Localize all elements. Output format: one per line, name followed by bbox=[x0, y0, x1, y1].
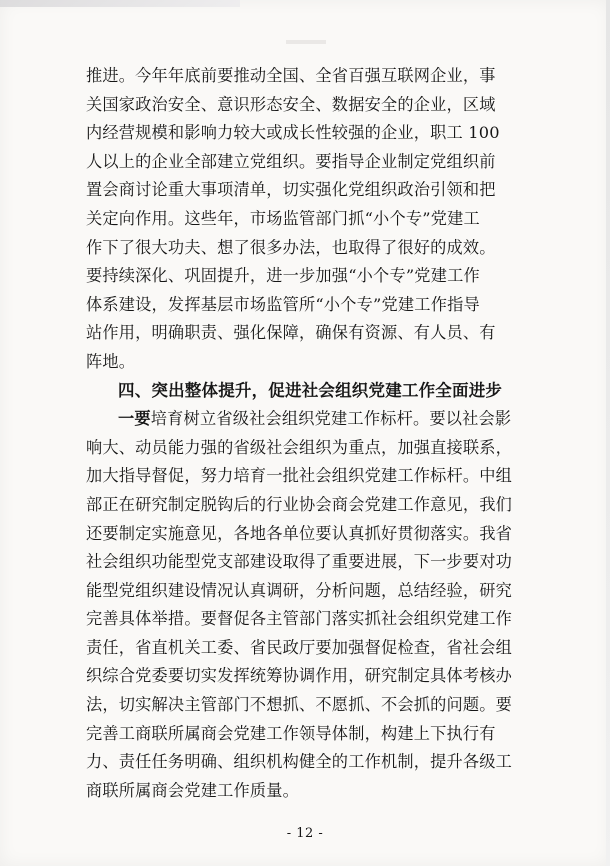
text-line: 作下了很大功夫、想了很多办法，也取得了很好的成效。 bbox=[86, 237, 496, 257]
paragraph-first-text: 培育树立省级社会组织党建工作标杆。要以社会影 bbox=[150, 409, 512, 429]
section-heading: 四、突出整体提升，促进社会组织党建工作全面进步 bbox=[118, 380, 503, 400]
text-line: 完善具体举措。要督促各主管部门落实抓社会组织党建工作 bbox=[86, 609, 513, 629]
text-line: 关国家政治安全、意识形态安全、数据安全的企业，区域 bbox=[86, 94, 496, 114]
text-line: 体系建设，发挥基层市场监管所“小个专”党建工作指导 bbox=[86, 294, 480, 314]
text-line: 人以上的企业全部建立党组织。要指导企业制定党组织前 bbox=[86, 151, 496, 171]
text-line: 关定向作用。这些年，市场监管部门抓“小个专”党建工 bbox=[86, 208, 480, 228]
text-line: 社会组织功能型党支部建设取得了重要进展，下一步要对功 bbox=[86, 552, 513, 572]
text-line: 置会商讨论重大事项清单，切实强化党组织政治引领和把 bbox=[86, 180, 496, 200]
text-line: 力、责任任务明确、组织机构健全的工作机制，提升各级工 bbox=[86, 752, 513, 772]
scan-right-edge bbox=[606, 0, 610, 866]
text-line: 责任，省直机关工委、省民政厅要加强督促检查，省社会组 bbox=[86, 637, 513, 657]
page-number: - 12 - bbox=[286, 826, 324, 841]
text-line: 完善工商联所属商会党建工作领导体制，构建上下执行有 bbox=[86, 723, 496, 743]
text-line: 响大、动员能力强的省级社会组织为重点，加强直接联系， bbox=[86, 437, 513, 457]
text-line: 推进。今年年底前要推动全国、全省百强互联网企业，事 bbox=[86, 66, 496, 85]
text-line: 内经营规模和影响力较大或成长性较强的企业，职工 100 bbox=[86, 123, 500, 143]
text-line: 商联所属商会党建工作质量。 bbox=[86, 780, 300, 800]
text-line: 织综合党委要切实发挥统筹协调作用，研究制定具体考核办 bbox=[86, 666, 513, 686]
paragraph-first-line bbox=[86, 405, 526, 434]
text-line: 能型党组织建设情况认真调研，分析问题，总结经验，研究 bbox=[86, 580, 513, 600]
text-line: 要持续深化、巩固提升，进一步加强“小个专”党建工作 bbox=[86, 266, 480, 286]
text-line: 还要制定实施意见，各地各单位要认真抓好贯彻落实。我省 bbox=[86, 523, 513, 543]
text-line: 阵地。 bbox=[86, 351, 136, 371]
paragraph-lead: 一要 bbox=[118, 409, 151, 429]
text-line: 法，切实解决主管部门不想抓、不愿抓、不会抓的问题。要 bbox=[86, 695, 513, 715]
text-line: 站作用，明确职责、强化保障，确保有资源、有人员、有 bbox=[86, 323, 496, 343]
scan-header-strip bbox=[0, 0, 240, 7]
text-line: 部正在研究制定脱钩后的行业协会商会党建工作意见，我们 bbox=[86, 494, 513, 514]
document-body bbox=[86, 62, 526, 805]
text-line: 加大指导督促，努力培育一批社会组织党建工作标杆。中组 bbox=[86, 466, 513, 486]
scan-faint-mark bbox=[286, 40, 326, 44]
